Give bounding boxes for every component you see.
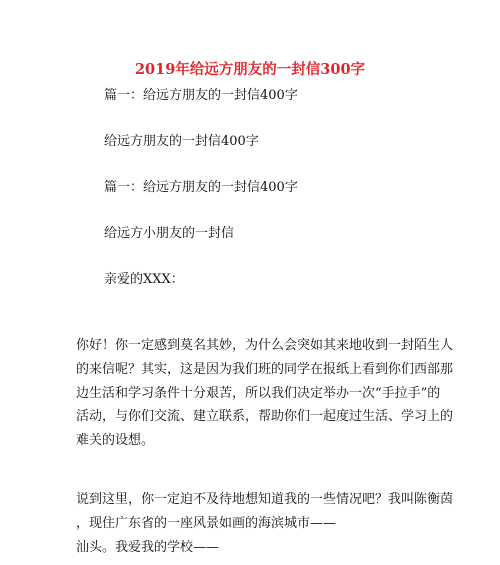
subheading-line-2: 给远方朋友的一封信400字 (104, 134, 259, 149)
paragraph-line: 活动，与你们交流、建立联系，帮助你们一起度过生活、学习上的 (76, 409, 454, 425)
subheading-line-4: 给远方小朋友的一封信 (104, 226, 235, 241)
paragraph-line: 的来信呢？其实，这是因为我们班的同学在报纸上看到你们西部那 (76, 361, 454, 377)
document-title: 2019年给远方朋友的一封信300字 (134, 61, 366, 78)
paragraph-line: 说到这里，你一定迫不及待地想知道我的一些情况吧？我叫陈衡茵 (76, 492, 454, 507)
body-paragraph-1 (76, 334, 454, 453)
subheading-line-3: 篇一：给远方朋友的一封信400字 (104, 180, 298, 195)
paragraph-line: 汕头。我爱我的学校—— (76, 539, 220, 555)
paragraph-line: ，现住广东省的一座风景如画的海滨城市—— (76, 515, 337, 531)
body-paragraph-2 (76, 488, 454, 559)
paragraph-line: 你好！你一定感到莫名其妙，为什么会突如其来地收到一封陌生人 (76, 338, 454, 353)
subheading-line-1: 篇一：给远方朋友的一封信400字 (104, 88, 298, 103)
paragraph-line: 边生活和学习条件十分艰苦，所以我们决定举办一次“手拉手”的 (76, 385, 441, 401)
salutation: 亲爱的XXX： (104, 272, 184, 287)
paragraph-line: 难关的设想。 (76, 433, 155, 449)
